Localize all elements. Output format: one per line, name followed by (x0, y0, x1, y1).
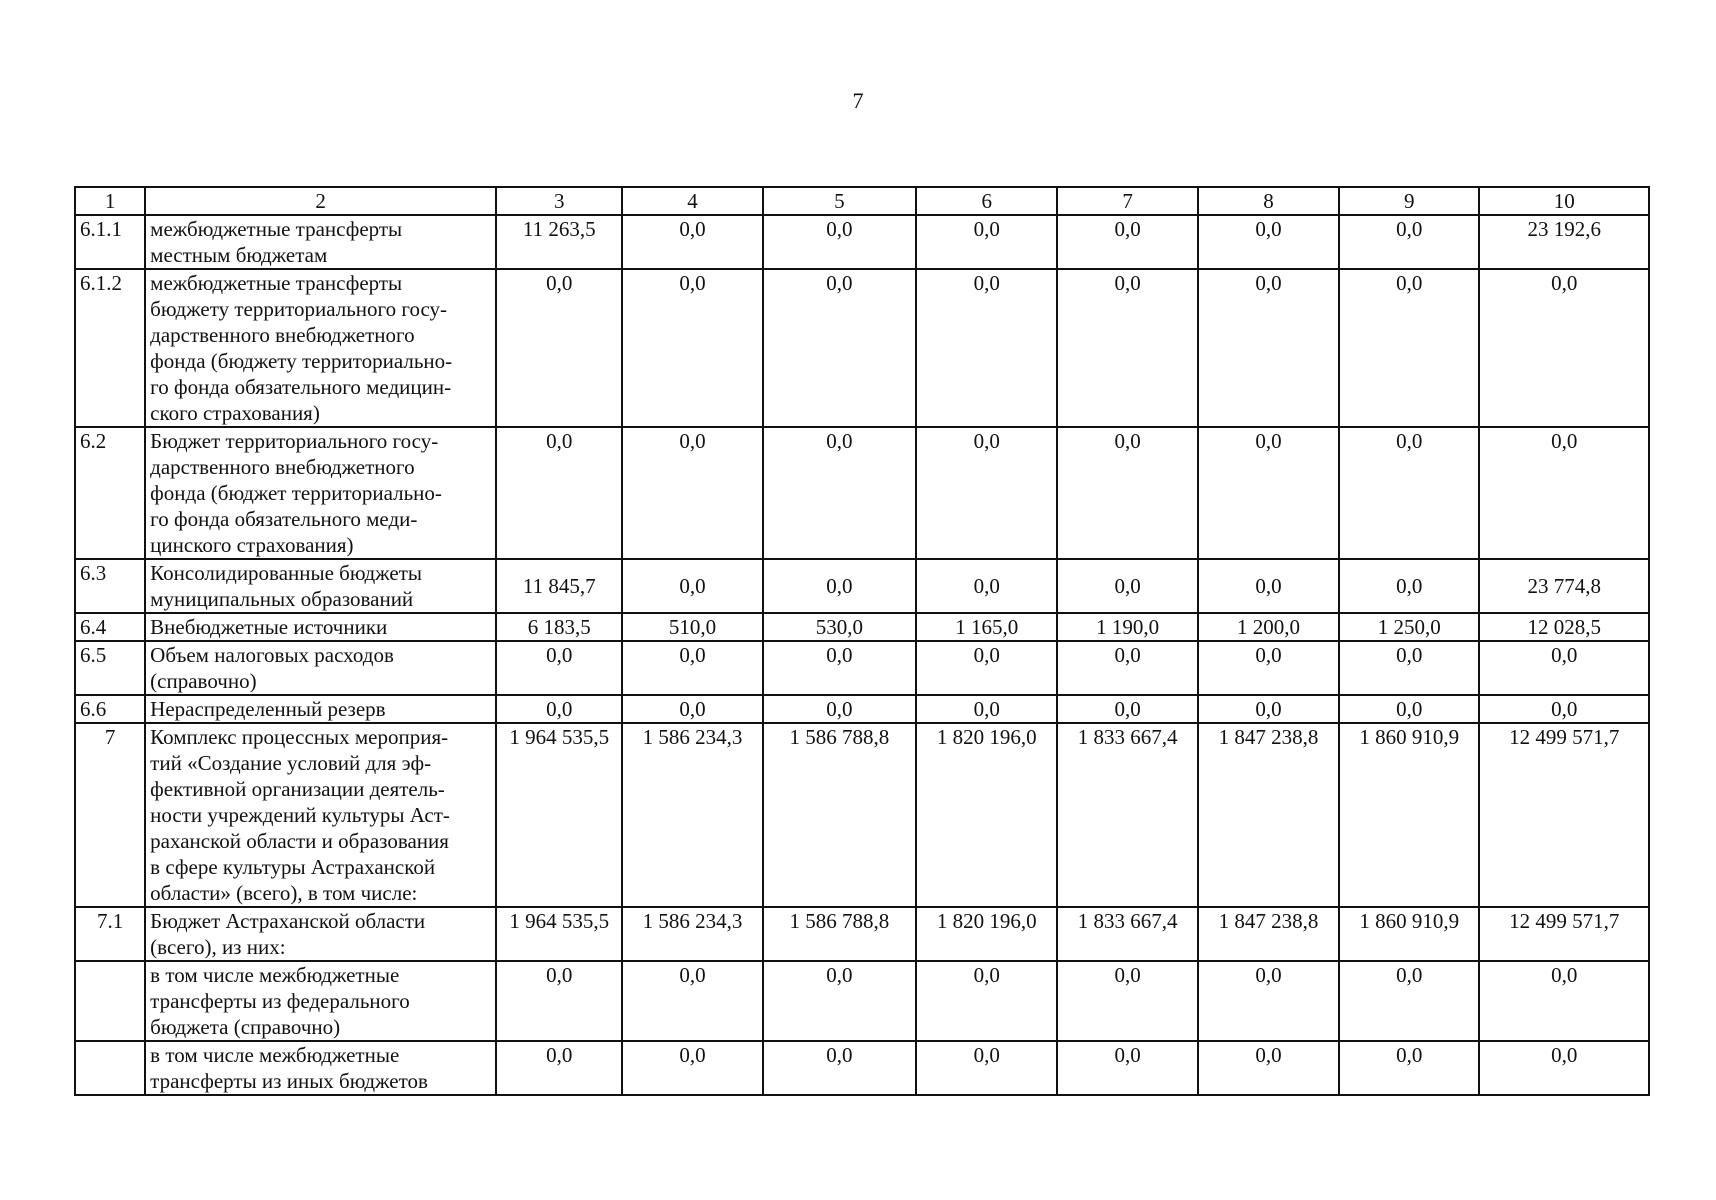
description-line: Нераспределенный резерв (150, 697, 386, 721)
value-cell: 0,0 (622, 215, 762, 269)
value-cell: 0,0 (622, 559, 762, 613)
description-line: цинского страхования) (150, 533, 354, 557)
value-cell: 0,0 (1198, 1041, 1339, 1095)
row-description (145, 1041, 496, 1095)
value-cell: 0,0 (496, 695, 622, 723)
value-cell: 1 586 234,3 (622, 723, 762, 907)
table-row (75, 695, 1649, 723)
table-row (75, 1041, 1649, 1095)
value-cell: 1 190,0 (1057, 613, 1197, 641)
description-line: межбюджетные трансферты (150, 271, 403, 295)
value-cell: 1 964 535,5 (496, 723, 622, 907)
value-cell: 0,0 (1057, 695, 1197, 723)
header-row (75, 187, 1649, 215)
description-line: фонда (бюджету территориально- (150, 349, 453, 373)
description-line: Комплекс процессных мероприя- (150, 725, 449, 749)
value-cell: 530,0 (763, 613, 916, 641)
value-cell: 1 847 238,8 (1198, 723, 1339, 907)
value-cell: 0,0 (1339, 269, 1479, 427)
value-cell: 1 820 196,0 (916, 723, 1057, 907)
value-cell: 0,0 (1479, 269, 1649, 427)
value-cell: 0,0 (496, 1041, 622, 1095)
value-cell: 1 165,0 (916, 613, 1057, 641)
value-cell: 0,0 (763, 427, 916, 559)
value-cell: 0,0 (916, 559, 1057, 613)
value-cell: 0,0 (916, 215, 1057, 269)
row-number: 6.4 (75, 613, 145, 641)
value-cell: 23 192,6 (1479, 215, 1649, 269)
value-cell: 0,0 (1198, 215, 1339, 269)
description-line: Консолидированные бюджеты (150, 561, 423, 585)
row-description (145, 427, 496, 559)
description-line: Бюджет Астраханской области (150, 909, 426, 933)
value-cell: 0,0 (1479, 695, 1649, 723)
value-cell: 0,0 (763, 695, 916, 723)
value-cell: 0,0 (496, 641, 622, 695)
value-cell: 0,0 (763, 641, 916, 695)
value-cell: 1 833 667,4 (1057, 907, 1197, 961)
value-cell: 0,0 (916, 641, 1057, 695)
table-row (75, 613, 1649, 641)
description-line: бюджету территориального госу- (150, 297, 448, 321)
value-cell: 6 183,5 (496, 613, 622, 641)
description-line: (справочно) (150, 669, 257, 693)
value-cell: 0,0 (1479, 641, 1649, 695)
value-cell: 1 820 196,0 (916, 907, 1057, 961)
value-cell: 12 499 571,7 (1479, 907, 1649, 961)
description-line: го фонда обязательного меди- (150, 507, 418, 531)
row-number (75, 1041, 145, 1095)
value-cell: 0,0 (1057, 269, 1197, 427)
value-cell: 11 845,7 (496, 559, 622, 613)
row-number: 6.5 (75, 641, 145, 695)
description-line: в том числе межбюджетные (150, 963, 400, 987)
value-cell: 1 964 535,5 (496, 907, 622, 961)
value-cell: 12 028,5 (1479, 613, 1649, 641)
value-cell: 0,0 (763, 559, 916, 613)
value-cell: 0,0 (916, 1041, 1057, 1095)
description-line: (всего), из них: (150, 935, 286, 959)
value-cell: 1 833 667,4 (1057, 723, 1197, 907)
column-header: 5 (763, 187, 916, 215)
table-row (75, 907, 1649, 961)
value-cell: 1 860 910,9 (1339, 723, 1479, 907)
description-line: фективной организации деятель- (150, 777, 445, 801)
description-line: Бюджет территориального госу- (150, 429, 439, 453)
value-cell: 0,0 (1198, 961, 1339, 1041)
value-cell: 0,0 (1057, 641, 1197, 695)
row-number: 6.6 (75, 695, 145, 723)
value-cell: 1 200,0 (1198, 613, 1339, 641)
value-cell: 0,0 (1339, 695, 1479, 723)
column-header: 9 (1339, 187, 1479, 215)
table-row (75, 559, 1649, 613)
table-row (75, 215, 1649, 269)
table-row (75, 641, 1649, 695)
value-cell: 0,0 (622, 961, 762, 1041)
description-line: муниципальных образований (150, 587, 414, 611)
row-number (75, 961, 145, 1041)
description-line: дарственного внебюджетного (150, 323, 415, 347)
column-header: 8 (1198, 187, 1339, 215)
value-cell: 0,0 (622, 269, 762, 427)
description-line: в том числе межбюджетные (150, 1043, 400, 1067)
row-number: 7 (75, 723, 145, 907)
description-line: тий «Создание условий для эф- (150, 751, 432, 775)
description-line: фонда (бюджет территориально- (150, 481, 442, 505)
row-number: 7.1 (75, 907, 145, 961)
value-cell: 0,0 (622, 695, 762, 723)
value-cell: 0,0 (1198, 269, 1339, 427)
value-cell: 1 860 910,9 (1339, 907, 1479, 961)
value-cell: 0,0 (1057, 961, 1197, 1041)
row-description (145, 695, 496, 723)
value-cell: 0,0 (763, 1041, 916, 1095)
value-cell: 12 499 571,7 (1479, 723, 1649, 907)
value-cell: 1 250,0 (1339, 613, 1479, 641)
value-cell: 0,0 (916, 961, 1057, 1041)
value-cell: 0,0 (1339, 961, 1479, 1041)
value-cell: 0,0 (622, 1041, 762, 1095)
value-cell: 23 774,8 (1479, 559, 1649, 613)
value-cell: 0,0 (1339, 559, 1479, 613)
description-line: в сфере культуры Астраханской (150, 855, 436, 879)
description-line: Внебюджетные источники (150, 615, 388, 639)
description-line: бюджета (справочно) (150, 1015, 341, 1039)
value-cell: 1 586 234,3 (622, 907, 762, 961)
value-cell: 0,0 (1057, 1041, 1197, 1095)
column-header: 1 (75, 187, 145, 215)
row-number: 6.1.1 (75, 215, 145, 269)
value-cell: 0,0 (916, 695, 1057, 723)
row-description (145, 613, 496, 641)
value-cell: 0,0 (1339, 641, 1479, 695)
table-row (75, 427, 1649, 559)
column-header: 7 (1057, 187, 1197, 215)
value-cell: 0,0 (1339, 427, 1479, 559)
description-line: трансферты из иных бюджетов (150, 1069, 428, 1093)
value-cell: 0,0 (763, 215, 916, 269)
value-cell: 0,0 (496, 961, 622, 1041)
row-number: 6.1.2 (75, 269, 145, 427)
row-description (145, 559, 496, 613)
description-line: Объем налоговых расходов (150, 643, 394, 667)
column-header: 3 (496, 187, 622, 215)
column-header: 2 (145, 187, 496, 215)
value-cell: 0,0 (1198, 559, 1339, 613)
value-cell: 0,0 (496, 427, 622, 559)
table-row (75, 961, 1649, 1041)
table-row (75, 269, 1649, 427)
description-line: области» (всего), в том числе: (150, 881, 418, 905)
description-line: ности учреждений культуры Аст- (150, 803, 450, 827)
value-cell: 0,0 (1198, 427, 1339, 559)
description-line: межбюджетные трансферты (150, 217, 403, 241)
value-cell: 0,0 (916, 269, 1057, 427)
page-number: 7 (852, 88, 864, 113)
row-number: 6.2 (75, 427, 145, 559)
column-header: 10 (1479, 187, 1649, 215)
description-line: дарственного внебюджетного (150, 455, 415, 479)
description-line: го фонда обязательного медицин- (150, 375, 452, 399)
description-line: ского страхования) (150, 401, 320, 425)
value-cell: 0,0 (1479, 961, 1649, 1041)
value-cell: 0,0 (622, 427, 762, 559)
value-cell: 0,0 (1339, 1041, 1479, 1095)
value-cell: 1 586 788,8 (763, 723, 916, 907)
row-description (145, 961, 496, 1041)
row-description (145, 215, 496, 269)
value-cell: 0,0 (1057, 427, 1197, 559)
value-cell: 0,0 (496, 269, 622, 427)
value-cell: 1 847 238,8 (1198, 907, 1339, 961)
value-cell: 11 263,5 (496, 215, 622, 269)
value-cell: 0,0 (916, 427, 1057, 559)
value-cell: 0,0 (1198, 641, 1339, 695)
value-cell: 0,0 (1057, 215, 1197, 269)
value-cell: 510,0 (622, 613, 762, 641)
description-line: трансферты из федерального (150, 989, 410, 1013)
value-cell: 0,0 (763, 269, 916, 427)
row-description (145, 723, 496, 907)
value-cell: 0,0 (1057, 559, 1197, 613)
value-cell: 0,0 (1198, 695, 1339, 723)
description-line: раханской области и образования (150, 829, 449, 853)
table-row (75, 723, 1649, 907)
value-cell: 1 586 788,8 (763, 907, 916, 961)
value-cell: 0,0 (1479, 1041, 1649, 1095)
column-header: 6 (916, 187, 1057, 215)
value-cell: 0,0 (763, 961, 916, 1041)
description-line: местным бюджетам (150, 243, 328, 267)
value-cell: 0,0 (1339, 215, 1479, 269)
column-header: 4 (622, 187, 762, 215)
value-cell: 0,0 (622, 641, 762, 695)
row-number: 6.3 (75, 559, 145, 613)
row-description (145, 907, 496, 961)
row-description (145, 269, 496, 427)
row-description (145, 641, 496, 695)
value-cell: 0,0 (1479, 427, 1649, 559)
budget-table (74, 186, 1650, 1096)
